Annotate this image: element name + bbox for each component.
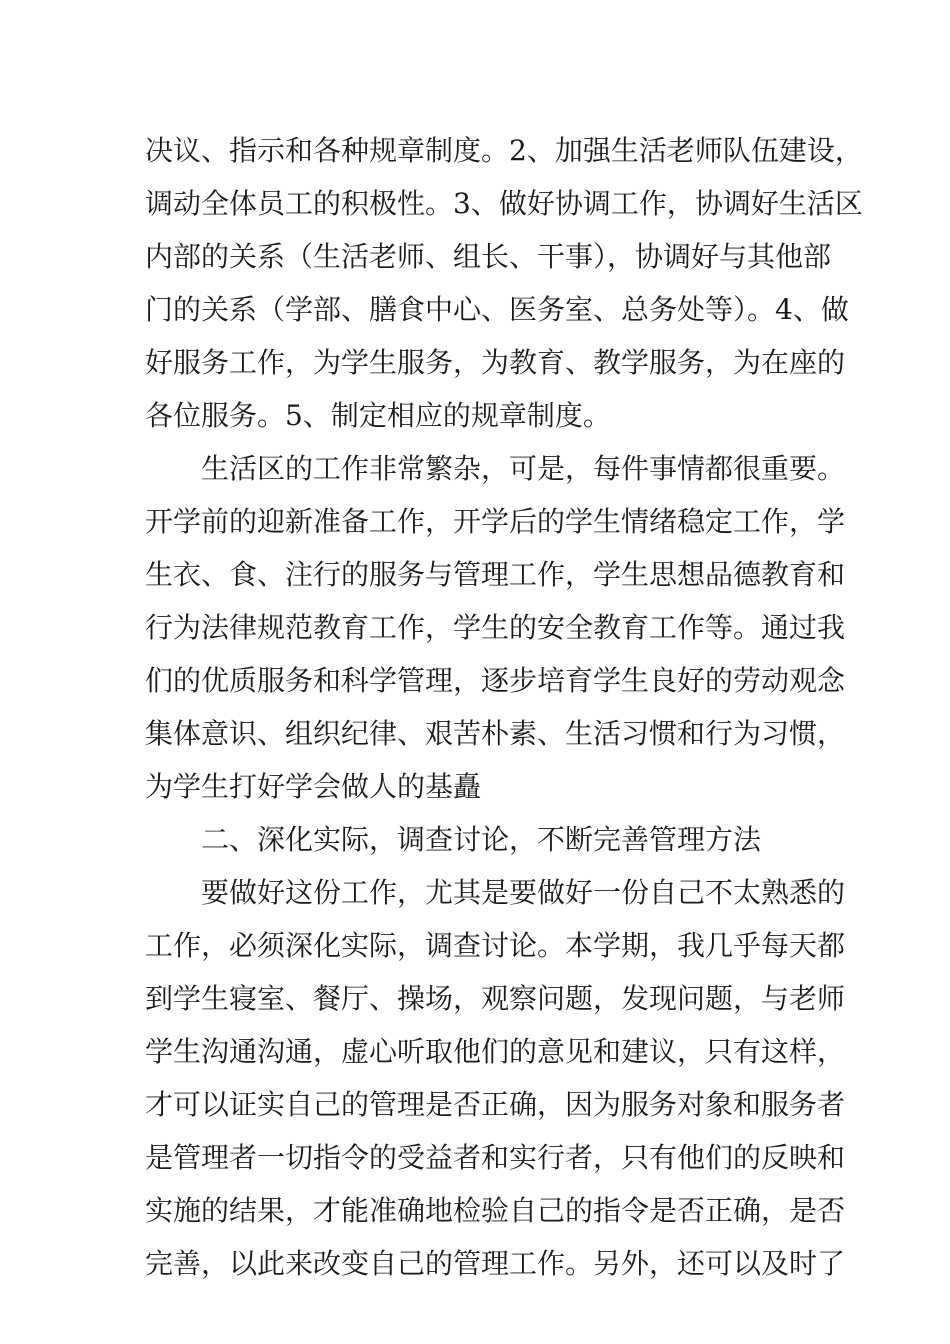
text-line: 完善，以此来改变自己的管理工作。另外，还可以及时了 <box>145 1247 846 1280</box>
text-line: 到学生寝室、餐厅、操场，观察问题，发现问题，与老师 <box>145 982 846 1015</box>
text-line: 要做好这份工作，尤其是要做好一份自己不太熟悉的 <box>201 876 846 909</box>
text-line: 是管理者一切指令的受益者和实行者，只有他们的反映和 <box>145 1141 846 1174</box>
text-line: 学生沟通沟通，虚心听取他们的意见和建议，只有这样， <box>145 1035 846 1068</box>
paragraph-2 <box>145 442 846 813</box>
paragraph-3 <box>145 866 846 1290</box>
text-line: 生衣、食、注行的服务与管理工作，学生思想品德教育和 <box>145 558 846 591</box>
text-line: 门的关系（学部、膳食中心、医务室、总务处等）。4、做 <box>145 293 849 326</box>
text-line: 工作，必须深化实际，调查讨论。本学期，我几乎每天都 <box>145 929 846 962</box>
text-line: 们的优质服务和科学管理，逐步培育学生良好的劳动观念 <box>145 664 846 697</box>
paragraph-1 <box>145 124 863 442</box>
text-line: 才可以证实自己的管理是否正确，因为服务对象和服务者 <box>145 1088 846 1121</box>
text-line: 开学前的迎新准备工作，开学后的学生情绪稳定工作，学 <box>145 505 846 538</box>
document-body <box>145 124 863 1290</box>
heading-text: 二、深化实际，调查讨论，不断完善管理方法 <box>201 823 762 856</box>
text-line: 各位服务。5、制定相应的规章制度。 <box>145 399 611 432</box>
text-line: 内部的关系（生活老师、组长、干事），协调好与其他部 <box>145 240 832 273</box>
text-line: 生活区的工作非常繁杂，可是，每件事情都很重要。 <box>201 452 846 485</box>
text-line: 实施的结果，才能准确地检验自己的指令是否正确，是否 <box>145 1194 846 1227</box>
text-line: 调动全体员工的积极性。3、做好协调工作，协调好生活区 <box>145 187 863 220</box>
text-line: 为学生打好学会做人的基矗 <box>145 770 482 803</box>
text-line: 集体意识、组织纪律、艰苦朴素、生活习惯和行为习惯， <box>145 717 846 750</box>
text-line: 决议、指示和各种规章制度。2、加强生活老师队伍建设， <box>145 134 863 167</box>
section-heading <box>145 813 810 866</box>
text-line: 好服务工作，为学生服务，为教育、教学服务，为在座的 <box>145 346 846 379</box>
text-line: 行为法律规范教育工作，学生的安全教育工作等。通过我 <box>145 611 846 644</box>
